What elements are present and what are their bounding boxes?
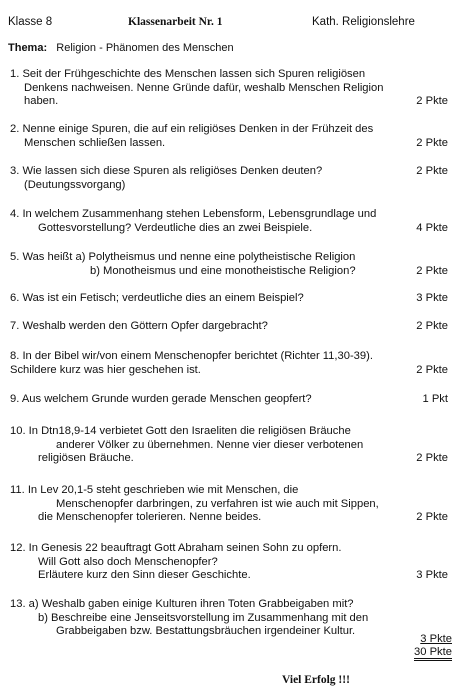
question-points: 1 Pkt xyxy=(422,393,448,405)
question-line: Erläutere kurz den Sinn dieser Geschichte. xyxy=(38,569,251,581)
total-points: 30 Pkte xyxy=(414,646,452,661)
topic-line xyxy=(8,42,234,54)
question-line: 9. Aus welchem Grunde wurden gerade Menschen geopfert? xyxy=(10,393,312,405)
points-summary xyxy=(414,633,452,661)
question-points: 3 Pkte xyxy=(416,292,448,304)
question-points: 2 Pkte xyxy=(416,452,448,464)
question-line: Schildere kurz was hier geschehen ist. xyxy=(10,363,201,376)
question-points: 3 Pkte xyxy=(416,569,448,581)
question-line: Gottesvorstellung? Verdeutliche dies an zwei Beispiele. xyxy=(38,221,313,234)
question-points: 2 Pkte xyxy=(416,511,448,523)
exam-title: Klassenarbeit Nr. 1 xyxy=(128,16,223,28)
topic-text: Religion - Phänomen des Menschen xyxy=(56,42,234,54)
question-line: 8. In der Bibel wir/von einem Menschenopfer berichtet (Richter 11,30-39). xyxy=(10,350,373,362)
question-12 xyxy=(10,542,448,583)
question-line: (Deutungssvorgang) xyxy=(24,178,126,191)
question-11 xyxy=(10,484,448,525)
question-points: 2 Pkte xyxy=(416,320,448,332)
question-line: 12. In Genesis 22 beauftragt Gott Abraham seinen Sohn zu opfern. xyxy=(10,542,342,554)
question-line: Will Gott also doch Menschenopfer? xyxy=(38,555,218,568)
subject-label: Kath. Religionslehre xyxy=(312,16,415,28)
question-6 xyxy=(10,292,448,306)
question-points: 2 Pkte xyxy=(416,165,448,177)
question-line: b) Beschreibe eine Jenseitsvorstellung im Zusammenhang mit den xyxy=(38,611,369,624)
topic-label: Thema: xyxy=(8,42,48,54)
question-line: 4. In welchem Zusammenhang stehen Lebensform, Lebensgrundlage und xyxy=(10,208,377,220)
question-line: 6. Was ist ein Fetisch; verdeutliche dies an einem Beispiel? xyxy=(10,292,304,304)
question-points: 2 Pkte xyxy=(416,264,448,277)
question-line: haben. xyxy=(24,95,59,107)
question-line: 10. In Dtn18,9-14 verbietet Gott den Israeliten die religiösen Bräuche xyxy=(10,425,351,437)
question-7 xyxy=(10,320,448,334)
question-line: 11. In Lev 20,1-5 steht geschrieben wie mit Menschen, die xyxy=(10,484,299,496)
question-2 xyxy=(10,123,448,150)
question-9 xyxy=(10,393,448,407)
question-line: 13. a) Weshalb gaben einige Kulturen ihren Toten Grabbeigaben mit? xyxy=(10,598,354,610)
question-line: 2. Nenne einige Spuren, die auf ein religiöses Denken in der Frühzeit des xyxy=(10,123,374,135)
question-line: Denkens nachweisen. Nenne Gründe dafür, weshalb Menschen Religion xyxy=(24,81,384,94)
question-points: 2 Pkte xyxy=(416,136,448,149)
question-line: 3. Wie lassen sich diese Spuren als religiöses Denken deuten? xyxy=(10,165,323,177)
class-label: Klasse 8 xyxy=(8,16,53,28)
question-4 xyxy=(10,208,448,235)
question-line: religiösen Bräuche. xyxy=(38,452,134,464)
question-line: anderer Völker zu übernehmen. Nenne vier dieser verbotenen xyxy=(56,438,364,451)
question-points: 2 Pkte xyxy=(416,363,448,376)
question-line: Grabbeigaben bzw. Bestattungsbräuchen irgendeiner Kultur. xyxy=(56,625,356,637)
question-points: 4 Pkte xyxy=(416,221,448,234)
question-1 xyxy=(10,68,448,109)
question-line: die Menschenopfer tolerieren. Nenne beides. xyxy=(38,511,262,523)
question-line: Menschenopfer darbringen, zu verfahren ist wie auch mit Sippen, xyxy=(56,497,379,510)
question-points: 2 Pkte xyxy=(416,95,448,107)
question-line: 5. Was heißt a) Polytheismus und nenne eine polytheistische Religion xyxy=(10,251,356,263)
closing-wish: Viel Erfolg !!! xyxy=(282,674,350,686)
question-line: Menschen schließen lassen. xyxy=(24,136,166,149)
question-line: b) Monotheismus und eine monotheistische Religion? xyxy=(90,264,356,277)
question-line: 1. Seit der Frühgeschichte des Menschen lassen sich Spuren religiösen xyxy=(10,68,366,80)
question-13-points: 3 Pkte xyxy=(420,633,452,645)
question-5 xyxy=(10,251,448,278)
question-8 xyxy=(10,350,448,377)
question-10 xyxy=(10,425,448,466)
question-3 xyxy=(10,165,448,192)
question-13 xyxy=(10,598,448,639)
question-line: 7. Weshalb werden den Göttern Opfer dargebracht? xyxy=(10,320,268,332)
